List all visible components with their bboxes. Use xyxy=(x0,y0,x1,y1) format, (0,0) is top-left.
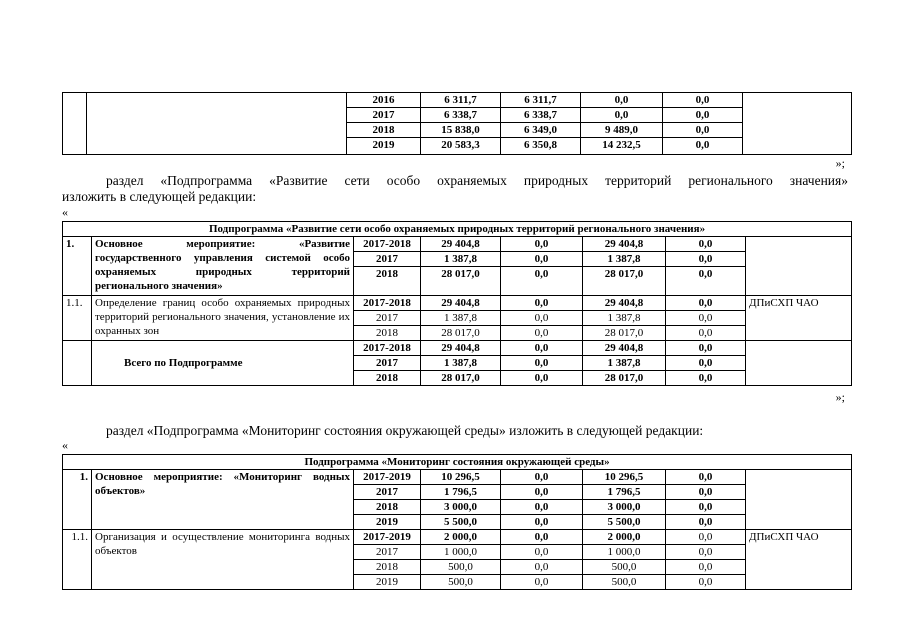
resp-cell xyxy=(746,470,852,530)
value-cell: 28 017,0 xyxy=(583,371,666,386)
value-cell: 0,0 xyxy=(666,326,746,341)
value-cell: 5 500,0 xyxy=(583,515,666,530)
value-cell: 20 583,3 xyxy=(421,138,501,155)
value-cell: 6 338,7 xyxy=(501,108,581,123)
value-cell: 0,0 xyxy=(663,108,743,123)
value-cell: 0,0 xyxy=(501,485,583,500)
value-cell: 0,0 xyxy=(663,138,743,155)
year-cell: 2017 xyxy=(354,252,421,267)
value-cell: 0,0 xyxy=(666,530,746,545)
value-cell: 28 017,0 xyxy=(421,267,501,296)
paragraph-line: раздел «Подпрограмма «Развитие сети особо охраняемых природных территорий регионального значения» xyxy=(106,173,848,188)
year-cell: 2017 xyxy=(354,485,421,500)
num-cell: 1. xyxy=(63,237,92,296)
value-cell: 0,0 xyxy=(581,108,663,123)
value-cell: 28 017,0 xyxy=(583,326,666,341)
value-cell: 1 387,8 xyxy=(421,252,501,267)
value-cell: 15 838,0 xyxy=(421,123,501,138)
value-cell: 500,0 xyxy=(421,575,501,590)
closing-quote: »; xyxy=(835,390,845,404)
year-cell: 2018 xyxy=(354,371,421,386)
year-cell: 2018 xyxy=(354,267,421,296)
value-cell: 0,0 xyxy=(666,267,746,296)
table-row xyxy=(63,237,852,252)
value-cell: 0,0 xyxy=(501,252,583,267)
value-cell: 9 489,0 xyxy=(581,123,663,138)
name-cell: Основное мероприятие: «Развитие государственного управления системой особо охраняемых природных территорий регионального значения» xyxy=(92,237,354,296)
value-cell: 500,0 xyxy=(421,560,501,575)
total-label: Всего по Подпрограмме xyxy=(92,341,354,386)
value-cell: 0,0 xyxy=(666,500,746,515)
resp-cell: ДПиСХП ЧАО xyxy=(746,296,852,341)
value-cell: 0,0 xyxy=(501,296,583,311)
year-cell: 2017 xyxy=(354,311,421,326)
value-cell: 0,0 xyxy=(501,267,583,296)
year-cell: 2017-2019 xyxy=(354,530,421,545)
table-row xyxy=(63,296,852,311)
value-cell: 0,0 xyxy=(663,123,743,138)
year-cell: 2016 xyxy=(347,93,421,108)
table-row xyxy=(63,470,852,485)
value-cell: 0,0 xyxy=(501,500,583,515)
value-cell: 14 232,5 xyxy=(581,138,663,155)
value-cell: 0,0 xyxy=(501,311,583,326)
name-cell: Основное мероприятие: «Мониторинг водных объектов» xyxy=(92,470,354,530)
value-cell: 29 404,8 xyxy=(583,296,666,311)
year-cell: 2018 xyxy=(354,500,421,515)
value-cell: 3 000,0 xyxy=(421,500,501,515)
value-cell: 0,0 xyxy=(501,326,583,341)
value-cell: 0,0 xyxy=(666,311,746,326)
value-cell: 1 000,0 xyxy=(583,545,666,560)
closing-quote: »; xyxy=(835,156,845,170)
table-row xyxy=(63,93,852,108)
value-cell: 0,0 xyxy=(666,371,746,386)
value-cell: 29 404,8 xyxy=(583,341,666,356)
value-cell: 2 000,0 xyxy=(583,530,666,545)
value-cell: 0,0 xyxy=(666,252,746,267)
resp-cell xyxy=(746,341,852,386)
name-cell xyxy=(87,93,347,155)
value-cell: 0,0 xyxy=(501,545,583,560)
paragraph-line: раздел «Подпрограмма «Мониторинг состояния окружающей среды» изложить в следующей редакции: xyxy=(106,423,704,438)
year-cell: 2017-2018 xyxy=(354,237,421,252)
year-cell: 2018 xyxy=(354,326,421,341)
value-cell: 28 017,0 xyxy=(583,267,666,296)
year-cell: 2019 xyxy=(347,138,421,155)
opening-quote: « xyxy=(62,438,68,452)
value-cell: 1 387,8 xyxy=(583,252,666,267)
value-cell: 1 000,0 xyxy=(421,545,501,560)
table-row xyxy=(63,530,852,545)
value-cell: 0,0 xyxy=(666,470,746,485)
value-cell: 0,0 xyxy=(666,515,746,530)
name-cell: Организация и осуществление мониторинга водных объектов xyxy=(92,530,354,590)
value-cell: 0,0 xyxy=(666,341,746,356)
value-cell: 1 796,5 xyxy=(421,485,501,500)
value-cell: 0,0 xyxy=(501,575,583,590)
num-cell xyxy=(63,93,87,155)
value-cell: 0,0 xyxy=(666,356,746,371)
value-cell: 0,0 xyxy=(501,237,583,252)
resp-cell xyxy=(743,93,852,155)
table-title: Подпрограмма «Мониторинг состояния окружающей среды» xyxy=(63,455,852,470)
year-cell: 2017 xyxy=(354,356,421,371)
value-cell: 0,0 xyxy=(501,470,583,485)
value-cell: 0,0 xyxy=(501,530,583,545)
value-cell: 0,0 xyxy=(666,545,746,560)
table-top-continuation xyxy=(62,92,852,155)
value-cell: 0,0 xyxy=(581,93,663,108)
table-title: Подпрограмма «Развитие сети особо охраняемых природных территорий регионального значения» xyxy=(63,222,852,237)
name-cell: Определение границ особо охраняемых природных территорий регионального значения, установление их охранных зон xyxy=(92,296,354,341)
value-cell: 28 017,0 xyxy=(421,371,501,386)
year-cell: 2018 xyxy=(354,560,421,575)
num-cell: 1.1. xyxy=(63,296,92,341)
value-cell: 0,0 xyxy=(501,371,583,386)
table-row xyxy=(63,341,852,356)
resp-cell xyxy=(746,237,852,296)
value-cell: 29 404,8 xyxy=(421,341,501,356)
value-cell: 6 311,7 xyxy=(421,93,501,108)
opening-quote: « xyxy=(62,205,68,219)
value-cell: 28 017,0 xyxy=(421,326,501,341)
value-cell: 0,0 xyxy=(666,237,746,252)
value-cell: 1 387,8 xyxy=(421,356,501,371)
year-cell: 2017-2018 xyxy=(354,296,421,311)
num-cell: 1. xyxy=(63,470,92,530)
value-cell: 0,0 xyxy=(501,515,583,530)
year-cell: 2017-2018 xyxy=(354,341,421,356)
value-cell: 500,0 xyxy=(583,575,666,590)
table-title-row xyxy=(63,455,852,470)
value-cell: 29 404,8 xyxy=(421,296,501,311)
year-cell: 2019 xyxy=(354,575,421,590)
value-cell: 5 500,0 xyxy=(421,515,501,530)
value-cell: 0,0 xyxy=(666,485,746,500)
value-cell: 0,0 xyxy=(663,93,743,108)
year-cell: 2017-2019 xyxy=(354,470,421,485)
value-cell: 1 796,5 xyxy=(583,485,666,500)
value-cell: 10 296,5 xyxy=(421,470,501,485)
value-cell: 1 387,8 xyxy=(583,311,666,326)
value-cell: 0,0 xyxy=(501,341,583,356)
num-cell: 1.1. xyxy=(63,530,92,590)
value-cell: 0,0 xyxy=(666,296,746,311)
value-cell: 1 387,8 xyxy=(583,356,666,371)
value-cell: 500,0 xyxy=(583,560,666,575)
value-cell: 29 404,8 xyxy=(583,237,666,252)
value-cell: 1 387,8 xyxy=(421,311,501,326)
value-cell: 10 296,5 xyxy=(583,470,666,485)
value-cell: 0,0 xyxy=(501,356,583,371)
value-cell: 2 000,0 xyxy=(421,530,501,545)
value-cell: 0,0 xyxy=(501,560,583,575)
table-subprogram-protected-areas xyxy=(62,221,852,386)
value-cell: 3 000,0 xyxy=(583,500,666,515)
year-cell: 2019 xyxy=(354,515,421,530)
value-cell: 0,0 xyxy=(666,575,746,590)
resp-cell: ДПиСХП ЧАО xyxy=(746,530,852,590)
value-cell: 0,0 xyxy=(666,560,746,575)
value-cell: 6 349,0 xyxy=(501,123,581,138)
value-cell: 6 311,7 xyxy=(501,93,581,108)
year-cell: 2018 xyxy=(347,123,421,138)
value-cell: 6 338,7 xyxy=(421,108,501,123)
value-cell: 29 404,8 xyxy=(421,237,501,252)
year-cell: 2017 xyxy=(347,108,421,123)
value-cell: 6 350,8 xyxy=(501,138,581,155)
num-cell xyxy=(63,341,92,386)
table-title-row xyxy=(63,222,852,237)
paragraph-line: изложить в следующей редакции: xyxy=(62,189,257,204)
table-subprogram-monitoring xyxy=(62,454,852,590)
year-cell: 2017 xyxy=(354,545,421,560)
